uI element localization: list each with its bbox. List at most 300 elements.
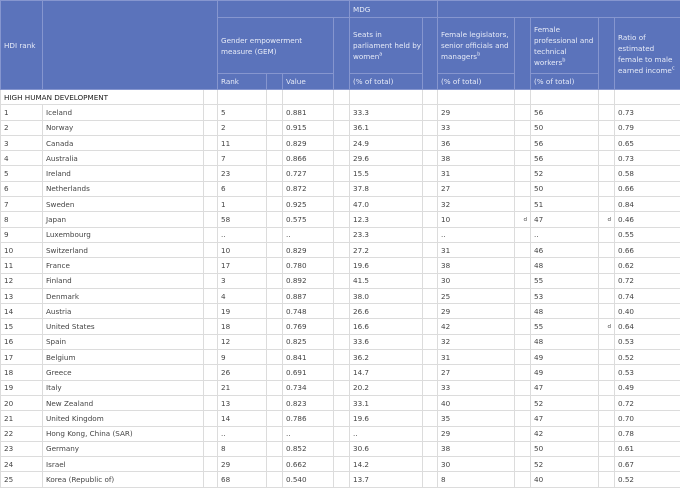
spacer-cell	[204, 426, 218, 441]
professional-note-cell: d	[599, 319, 615, 334]
spacer-cell	[267, 166, 283, 181]
legislators-cell: 42	[438, 319, 515, 334]
spacer-cell	[423, 273, 438, 288]
spacer-cell	[204, 365, 218, 380]
gem-value-cell: 0.866	[283, 151, 334, 166]
country-cell: Canada	[43, 135, 204, 150]
professional-cell: 52	[531, 395, 599, 410]
spacer-cell	[423, 197, 438, 212]
spacer-cell	[267, 258, 283, 273]
professional-cell: 56	[531, 135, 599, 150]
legislators-note-cell	[515, 120, 531, 135]
legislators-note-cell	[515, 197, 531, 212]
professional-note-cell	[599, 350, 615, 365]
spacer-cell	[423, 319, 438, 334]
ratio-cell: 0.74	[615, 288, 680, 303]
professional-cell: 48	[531, 304, 599, 319]
legislators-cell: 25	[438, 288, 515, 303]
legislators-cell: 38	[438, 151, 515, 166]
professional-note-cell	[599, 105, 615, 120]
gem-rank-cell: 68	[218, 472, 267, 487]
legislators-cell: 27	[438, 181, 515, 196]
ratio-cell: 0.66	[615, 181, 680, 196]
professional-cell: 56	[531, 151, 599, 166]
seats-cell: 16.6	[350, 319, 423, 334]
hdi-rank-cell: 25	[1, 472, 43, 487]
header-professional: Female professional and technical workers$^b$	[531, 18, 599, 74]
spacer-cell	[334, 288, 350, 303]
table-row	[1, 380, 680, 395]
seats-cell: 13.7	[350, 472, 423, 487]
table-row	[1, 457, 680, 472]
legislators-cell: 30	[438, 457, 515, 472]
professional-cell: 55	[531, 273, 599, 288]
spacer-cell	[204, 273, 218, 288]
gem-rank-cell: 6	[218, 181, 267, 196]
gem-rank-cell: 11	[218, 135, 267, 150]
hdi-rank-cell: 12	[1, 273, 43, 288]
gem-value-cell: ..	[283, 426, 334, 441]
spacer-cell	[334, 258, 350, 273]
gem-value-cell: 0.925	[283, 197, 334, 212]
table-row	[1, 395, 680, 410]
seats-cell: 27.2	[350, 242, 423, 257]
gem-rank-cell: 26	[218, 365, 267, 380]
legislators-cell: 29	[438, 105, 515, 120]
country-cell: Norway	[43, 120, 204, 135]
table-row	[1, 441, 680, 456]
ratio-cell: 0.49	[615, 380, 680, 395]
spacer-cell	[204, 411, 218, 426]
gem-value-cell: 0.872	[283, 181, 334, 196]
spacer-cell	[204, 242, 218, 257]
gem-rank-cell: 29	[218, 457, 267, 472]
spacer-cell	[204, 105, 218, 120]
spacer-cell	[267, 288, 283, 303]
legislators-cell: 36	[438, 135, 515, 150]
hdi-rank-cell: 8	[1, 212, 43, 227]
seats-cell: 24.9	[350, 135, 423, 150]
spacer-cell	[204, 472, 218, 487]
legislators-cell: 33	[438, 380, 515, 395]
table-row	[1, 242, 680, 257]
spacer-cell	[334, 319, 350, 334]
header-gem: Gender empowerment measure (GEM)	[218, 18, 334, 74]
table-row	[1, 273, 680, 288]
country-cell: New Zealand	[43, 395, 204, 410]
country-cell: Netherlands	[43, 181, 204, 196]
professional-cell: 52	[531, 457, 599, 472]
legislators-note-cell	[515, 135, 531, 150]
country-cell: Australia	[43, 151, 204, 166]
spacer-cell	[334, 135, 350, 150]
professional-note-cell	[599, 380, 615, 395]
spacer-cell	[267, 304, 283, 319]
seats-cell: ..	[350, 426, 423, 441]
legislators-cell: 31	[438, 166, 515, 181]
professional-cell: ..	[531, 227, 599, 242]
legislators-note-cell	[515, 227, 531, 242]
professional-note-cell	[599, 411, 615, 426]
gem-value-cell: 0.780	[283, 258, 334, 273]
spacer-cell	[423, 334, 438, 349]
gem-value-cell: 0.852	[283, 441, 334, 456]
table-body	[1, 90, 680, 488]
country-cell: Hong Kong, China (SAR)	[43, 426, 204, 441]
country-cell: Denmark	[43, 288, 204, 303]
gem-rank-cell: 10	[218, 242, 267, 257]
hdi-rank-cell: 1	[1, 105, 43, 120]
gem-value-cell: 0.881	[283, 105, 334, 120]
gem-rank-cell: 12	[218, 334, 267, 349]
spacer-cell	[423, 181, 438, 196]
professional-cell: 48	[531, 334, 599, 349]
table-row	[1, 105, 680, 120]
spacer-cell	[204, 120, 218, 135]
table-row	[1, 181, 680, 196]
header-legislators-unit: (% of total)	[438, 74, 515, 90]
professional-note-cell	[599, 151, 615, 166]
header-blank-group	[218, 1, 350, 18]
table-row	[1, 120, 680, 135]
legislators-note-cell	[515, 242, 531, 257]
spacer-cell	[334, 181, 350, 196]
professional-cell: 55	[531, 319, 599, 334]
gem-rank-cell: 2	[218, 120, 267, 135]
spacer-cell	[204, 334, 218, 349]
seats-cell: 20.2	[350, 380, 423, 395]
country-cell: Switzerland	[43, 242, 204, 257]
table-row	[1, 258, 680, 273]
country-cell: United Kingdom	[43, 411, 204, 426]
seats-cell: 12.3	[350, 212, 423, 227]
spacer-cell	[334, 242, 350, 257]
legislators-note-cell	[515, 457, 531, 472]
header-spacer	[599, 18, 615, 90]
professional-note-cell	[599, 273, 615, 288]
spacer-cell	[204, 181, 218, 196]
legislators-cell: 10	[438, 212, 515, 227]
gem-rank-cell: 19	[218, 304, 267, 319]
spacer-cell	[423, 227, 438, 242]
gem-value-cell: 0.915	[283, 120, 334, 135]
professional-cell: 48	[531, 258, 599, 273]
legislators-cell: 32	[438, 334, 515, 349]
table-row	[1, 319, 680, 334]
legislators-cell: 38	[438, 441, 515, 456]
ratio-cell: 0.72	[615, 273, 680, 288]
professional-cell: 50	[531, 181, 599, 196]
legislators-note-cell	[515, 472, 531, 487]
ratio-cell: 0.53	[615, 365, 680, 380]
header-spacer	[515, 18, 531, 90]
spacer-cell	[334, 441, 350, 456]
gem-rank-cell: ..	[218, 426, 267, 441]
professional-cell: 51	[531, 197, 599, 212]
hdi-rank-cell: 15	[1, 319, 43, 334]
table-row	[1, 288, 680, 303]
professional-note-cell: d	[599, 212, 615, 227]
professional-note-cell	[599, 166, 615, 181]
header-spacer	[267, 74, 283, 90]
spacer-cell	[267, 151, 283, 166]
hdi-rank-cell: 22	[1, 426, 43, 441]
gem-rank-cell: 8	[218, 441, 267, 456]
hdi-rank-cell: 14	[1, 304, 43, 319]
professional-note-cell	[599, 472, 615, 487]
gem-rank-cell: 23	[218, 166, 267, 181]
spacer-cell	[267, 319, 283, 334]
professional-cell: 47	[531, 411, 599, 426]
legislators-note-cell	[515, 319, 531, 334]
spacer-cell	[267, 350, 283, 365]
legislators-note-cell	[515, 334, 531, 349]
table-row	[1, 212, 680, 227]
legislators-cell: 32	[438, 197, 515, 212]
ratio-cell: 0.70	[615, 411, 680, 426]
professional-note-cell	[599, 258, 615, 273]
spacer-cell	[423, 380, 438, 395]
table-row	[1, 365, 680, 380]
professional-note-cell	[599, 365, 615, 380]
hdi-rank-cell: 4	[1, 151, 43, 166]
spacer-cell	[204, 304, 218, 319]
hdi-rank-cell: 2	[1, 120, 43, 135]
gem-rank-cell: 17	[218, 258, 267, 273]
professional-cell: 49	[531, 365, 599, 380]
spacer-cell	[423, 350, 438, 365]
hdi-rank-cell: 21	[1, 411, 43, 426]
seats-cell: 47.0	[350, 197, 423, 212]
legislators-cell: 8	[438, 472, 515, 487]
gem-rank-cell: 3	[218, 273, 267, 288]
professional-cell: 47	[531, 380, 599, 395]
professional-cell: 47	[531, 212, 599, 227]
spacer-cell	[423, 411, 438, 426]
professional-note-cell	[599, 457, 615, 472]
legislators-note-cell	[515, 365, 531, 380]
hdi-rank-cell: 13	[1, 288, 43, 303]
spacer-cell	[204, 166, 218, 181]
ratio-cell: 0.62	[615, 258, 680, 273]
spacer-cell	[423, 212, 438, 227]
professional-note-cell	[599, 304, 615, 319]
country-cell: Italy	[43, 380, 204, 395]
spacer-cell	[423, 288, 438, 303]
legislators-note-cell	[515, 105, 531, 120]
spacer-cell	[334, 457, 350, 472]
hdi-rank-cell: 3	[1, 135, 43, 150]
table-row	[1, 151, 680, 166]
country-cell: Finland	[43, 273, 204, 288]
seats-cell: 30.6	[350, 441, 423, 456]
professional-note-cell	[599, 227, 615, 242]
legislators-cell: 33	[438, 120, 515, 135]
gem-value-cell: 0.727	[283, 166, 334, 181]
header-gem-value: Value	[283, 74, 334, 90]
ratio-cell: 0.72	[615, 395, 680, 410]
spacer-cell	[334, 350, 350, 365]
spacer-cell	[334, 380, 350, 395]
hdi-rank-cell: 10	[1, 242, 43, 257]
spacer-cell	[204, 212, 218, 227]
professional-cell: 49	[531, 350, 599, 365]
country-cell: Korea (Republic of)	[43, 472, 204, 487]
spacer-cell	[204, 319, 218, 334]
table-row	[1, 304, 680, 319]
spacer-cell	[267, 426, 283, 441]
professional-note-cell	[599, 197, 615, 212]
seats-cell: 26.6	[350, 304, 423, 319]
spacer-cell	[204, 227, 218, 242]
spacer-cell	[267, 472, 283, 487]
spacer-cell	[267, 334, 283, 349]
legislators-note-cell	[515, 181, 531, 196]
legislators-cell: 38	[438, 258, 515, 273]
seats-cell: 36.1	[350, 120, 423, 135]
spacer-cell	[267, 181, 283, 196]
ratio-cell: 0.84	[615, 197, 680, 212]
legislators-note-cell	[515, 426, 531, 441]
legislators-cell: ..	[438, 227, 515, 242]
hdi-rank-cell: 7	[1, 197, 43, 212]
spacer-cell	[334, 472, 350, 487]
gem-rank-cell: 58	[218, 212, 267, 227]
header-legislators: Female legislators, senior officials and managers$^b$	[438, 18, 515, 74]
legislators-note-cell	[515, 273, 531, 288]
spacer-cell	[423, 457, 438, 472]
gem-rank-cell: ..	[218, 227, 267, 242]
professional-cell: 53	[531, 288, 599, 303]
spacer-cell	[423, 105, 438, 120]
ratio-cell: 0.73	[615, 151, 680, 166]
spacer-cell	[267, 227, 283, 242]
spacer-cell	[267, 105, 283, 120]
spacer-cell	[204, 258, 218, 273]
ratio-cell: 0.73	[615, 105, 680, 120]
header-hdi-rank: HDI rank	[1, 1, 43, 90]
legislators-note-cell	[515, 441, 531, 456]
legislators-note-cell	[515, 151, 531, 166]
spacer-cell	[334, 105, 350, 120]
spacer-cell	[267, 135, 283, 150]
gem-rank-cell: 5	[218, 105, 267, 120]
gem-value-cell: 0.575	[283, 212, 334, 227]
spacer-cell	[334, 166, 350, 181]
professional-cell: 46	[531, 242, 599, 257]
professional-note-cell	[599, 288, 615, 303]
hdi-rank-cell: 20	[1, 395, 43, 410]
professional-cell: 50	[531, 120, 599, 135]
gem-rank-cell: 13	[218, 395, 267, 410]
table-row	[1, 166, 680, 181]
country-cell: France	[43, 258, 204, 273]
hdi-rank-cell: 5	[1, 166, 43, 181]
header-gem-rank: Rank	[218, 74, 267, 90]
seats-cell: 33.3	[350, 105, 423, 120]
spacer-cell	[334, 334, 350, 349]
legislators-note-cell	[515, 411, 531, 426]
spacer-cell	[267, 441, 283, 456]
professional-cell: 56	[531, 105, 599, 120]
table-row	[1, 411, 680, 426]
gem-value-cell: 0.734	[283, 380, 334, 395]
section-label: HIGH HUMAN DEVELOPMENT	[1, 90, 204, 105]
spacer-cell	[204, 288, 218, 303]
ratio-cell: 0.66	[615, 242, 680, 257]
gem-rank-cell: 21	[218, 380, 267, 395]
spacer-cell	[267, 411, 283, 426]
ratio-cell: 0.46	[615, 212, 680, 227]
gem-value-cell: 0.662	[283, 457, 334, 472]
country-cell: Spain	[43, 334, 204, 349]
spacer-cell	[334, 197, 350, 212]
header-seats: Seats in parliament held by women$^a$	[350, 18, 423, 74]
seats-cell: 14.2	[350, 457, 423, 472]
table-row	[1, 334, 680, 349]
professional-note-cell	[599, 395, 615, 410]
gem-value-cell: 0.825	[283, 334, 334, 349]
ratio-cell: 0.79	[615, 120, 680, 135]
spacer-cell	[423, 395, 438, 410]
table-row	[1, 135, 680, 150]
gem-value-cell: 0.769	[283, 319, 334, 334]
spacer-cell	[204, 457, 218, 472]
ratio-cell: 0.55	[615, 227, 680, 242]
table-row	[1, 472, 680, 487]
spacer-cell	[423, 472, 438, 487]
spacer-cell	[423, 365, 438, 380]
spacer-cell	[204, 395, 218, 410]
country-cell: Ireland	[43, 166, 204, 181]
professional-note-cell	[599, 441, 615, 456]
gem-value-cell: 0.892	[283, 273, 334, 288]
spacer-cell	[334, 273, 350, 288]
gem-rank-cell: 14	[218, 411, 267, 426]
professional-note-cell	[599, 426, 615, 441]
country-cell: Belgium	[43, 350, 204, 365]
gem-rank-cell: 18	[218, 319, 267, 334]
spacer-cell	[267, 197, 283, 212]
seats-cell: 33.1	[350, 395, 423, 410]
seats-cell: 33.6	[350, 334, 423, 349]
professional-cell: 42	[531, 426, 599, 441]
country-cell: Luxembourg	[43, 227, 204, 242]
spacer-cell	[334, 120, 350, 135]
legislators-note-cell	[515, 380, 531, 395]
spacer-cell	[334, 151, 350, 166]
spacer-cell	[423, 304, 438, 319]
spacer-cell	[204, 151, 218, 166]
ratio-cell: 0.61	[615, 441, 680, 456]
seats-cell: 19.6	[350, 258, 423, 273]
header-mdg: MDG	[350, 1, 438, 18]
table-row	[1, 426, 680, 441]
hdi-rank-cell: 18	[1, 365, 43, 380]
spacer-cell	[267, 120, 283, 135]
hdi-rank-cell: 19	[1, 380, 43, 395]
ratio-cell: 0.78	[615, 426, 680, 441]
gem-value-cell: 0.829	[283, 135, 334, 150]
seats-cell: 41.5	[350, 273, 423, 288]
legislators-note-cell	[515, 166, 531, 181]
professional-note-cell	[599, 135, 615, 150]
legislators-note-cell	[515, 288, 531, 303]
section-row	[1, 90, 680, 105]
header-spacer	[334, 18, 350, 90]
spacer-cell	[423, 120, 438, 135]
legislators-note-cell	[515, 350, 531, 365]
